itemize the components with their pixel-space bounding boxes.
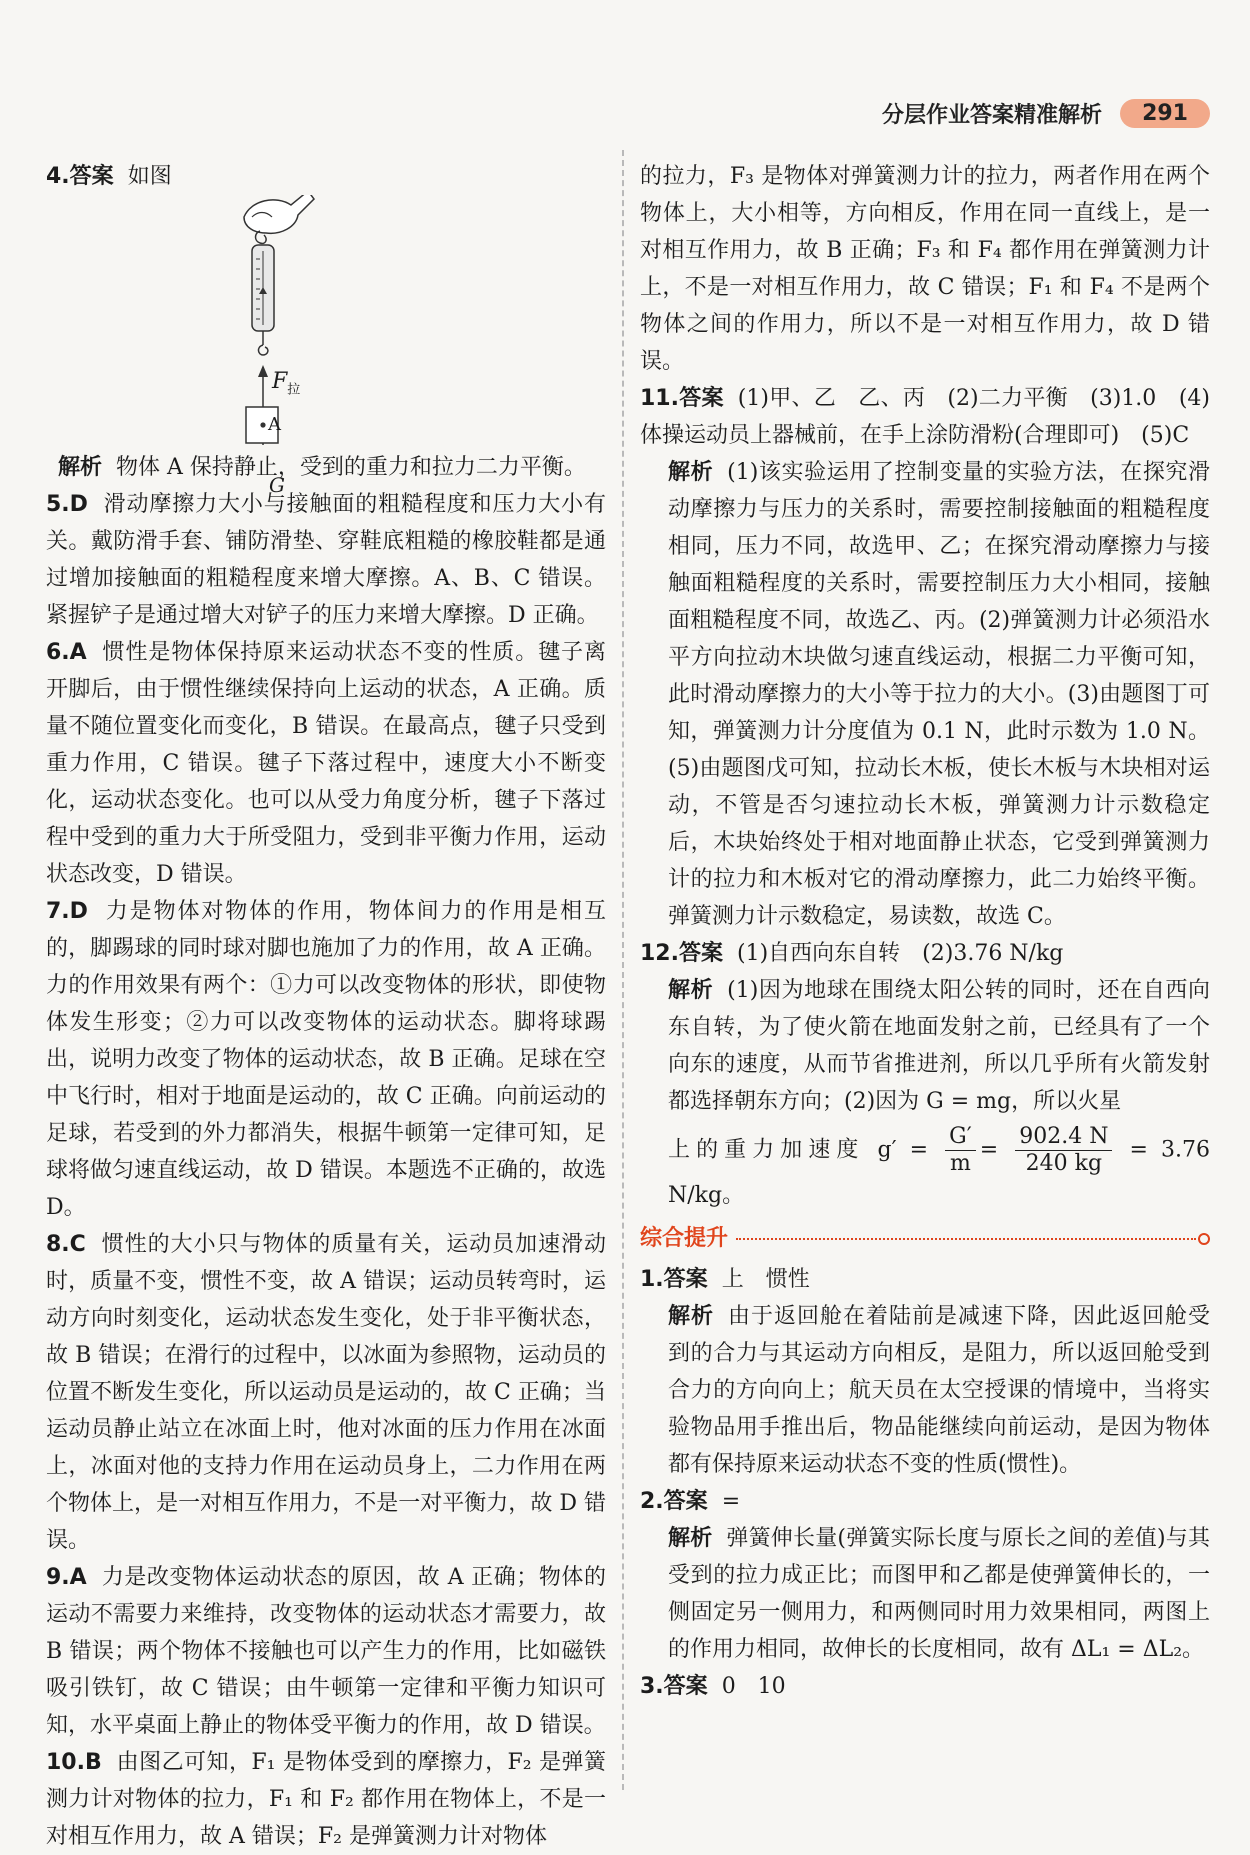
fraction-values: $\frac{902.4 N}{240 kg}$ [1015, 1124, 1112, 1177]
force-label: $F_拉$ [272, 369, 301, 398]
question-number: 9.A [46, 1565, 87, 1590]
section-title: 综合提升 [640, 1226, 729, 1251]
question-8 [46, 1226, 606, 1559]
answer-tag: 答案 [663, 1489, 708, 1514]
spring-scale-diagram [46, 195, 606, 445]
question-number: 12. [640, 941, 679, 966]
answer-text: (1)自西向东自转 (2)3.76 N/kg [737, 941, 1064, 966]
section-question-3 [640, 1668, 1210, 1705]
answer-tag: 答案 [663, 1674, 708, 1699]
question-6 [46, 634, 606, 893]
answer-tag: 答案 [678, 941, 723, 966]
analysis-text: 由图乙可知，F₁ 是物体受到的摩擦力，F₂ 是弹簧测力计对物体的拉力，F₁ 和 F₂ 都作用在物体上，不是一对相互作用力，故 A 错误；F₂ 是弹簧测力计对物体 [46, 1750, 606, 1849]
question-7 [46, 893, 606, 1226]
answer-tag: 答案 [678, 386, 724, 411]
left-column [46, 158, 606, 1855]
analysis-text: 滑动摩擦力大小与接触面的粗糙程度和压力大小有关。戴防滑手套、铺防滑垫、穿鞋底粗糙的橡胶鞋都是通过增加接触面的粗糙程度来增大摩擦。A、B、C 错误。紧握铲子是通过增大对铲子的压力来增大摩擦。D 正确。 [46, 492, 606, 628]
answer-text: (1)甲、乙 乙、丙 (2)二力平衡 (3)1.0 (4)体操运动员上器械前，在手上涂防滑粉(合理即可) (5)C [640, 386, 1210, 448]
circle-end-icon [1198, 1233, 1210, 1245]
question-10-continued: 的拉力，F₃ 是物体对弹簧测力计的拉力，两者作用在两个物体上，大小相等，方向相反，作用在同一直线上，是一对相互作用力，故 B 正确；F₃ 和 F₄ 都作用在弹簧测力计上，不是一对相互作用力，故 C 错误；F₁ 和 F₄ 不是两个物体之间的作用力，所以不是一对相互作用力，故 D 错误。 [640, 164, 1210, 374]
question-5 [46, 486, 606, 634]
question-11 [640, 380, 1210, 935]
analysis-tag: 解析 [668, 460, 714, 485]
question-number: 11. [640, 386, 679, 411]
analysis-text: (1)因为地球在围绕太阳公转的同时，还在自西向东自转，为了使火箭在地面发射之前，已经具有了一个向东的速度，从而节省推进剂，所以几乎所有火箭发射都选择朝东方向；(2)因为 G = mg，所以火星 [668, 978, 1210, 1114]
right-column [640, 158, 1210, 1705]
question-number: 5.D [46, 492, 88, 517]
question-10 [46, 1744, 606, 1855]
page-header [882, 98, 1210, 129]
analysis-text: 物体 A 保持静止，受到的重力和拉力二力平衡。 [116, 455, 586, 480]
analysis-text: 力是改变物体运动状态的原因，故 A 正确；物体的运动不需要力来维持，改变物体的运动状态才需要力，故 B 错误；两个物体不接触也可以产生力的作用，比如磁铁吸引铁钉，故 C 错误；由牛顿第一定律和平衡力知识可知，水平桌面上静止的物体受平衡力的作用，故 D 错误。 [46, 1565, 606, 1738]
page-number-badge: 291 [1120, 99, 1210, 128]
answer-text: 如图 [127, 164, 172, 189]
analysis-tag: 解析 [668, 1304, 714, 1329]
analysis-text: 惯性是物体保持原来运动状态不变的性质。毽子离开脚后，由于惯性继续保持向上运动的状态，A 正确。质量不随位置变化而变化，B 错误。在最高点，毽子只受到重力作用，C 错误。毽子下落过程中，速度大小不断变化，运动状态变化。也可以从受力角度分析，毽子下落过程中受到的重力大于所受阻力，受到非平衡力作用，运动状态改变，D 错误。 [46, 640, 606, 887]
section-question-1 [640, 1261, 1210, 1483]
gravity-formula: 上的重力加速度 g′ = $\frac{G'}{m}$ = $\frac{902.4 N}{240 kg}$ = 3.76 N/kg。 [668, 1124, 1210, 1208]
spring-scale-figure [46, 195, 606, 445]
question-number: 4. [46, 164, 70, 189]
question-number: 3. [640, 1674, 664, 1699]
header-title: 分层作业答案精准解析 [882, 103, 1103, 128]
answer-tag: 答案 [663, 1267, 708, 1292]
question-number: 7.D [46, 899, 88, 924]
gravity-label: G [269, 473, 285, 497]
block-label: A [268, 414, 281, 435]
question-9 [46, 1559, 606, 1744]
section-question-2 [640, 1483, 1210, 1668]
question-number: 1. [640, 1267, 664, 1292]
analysis-tag: 解析 [58, 455, 103, 480]
section-header [640, 1220, 1210, 1257]
analysis-text: 弹簧伸长量(弹簧实际长度与原长之间的差值)与其受到的拉力成正比；而图甲和乙都是使弹簧伸长的，一侧固定另一侧用力，和两侧同时用力效果相同，两图上的作用力相同，故伸长的长度相同，故有 ΔL₁ = ΔL₂。 [668, 1526, 1210, 1662]
analysis-text: 惯性的大小只与物体的质量有关，运动员加速滑动时，质量不变，惯性不变，故 A 错误；运动员转弯时，运动方向时刻变化，运动状态发生变化，处于非平衡状态，故 B 错误；在滑行的过程中，以冰面为参照物，运动员的位置不断发生变化，所以运动员是运动的，故 C 正确；当运动员静止站立在冰面上时，他对冰面的压力作用在冰面上，冰面对他的支持力作用在运动员身上，二力作用在两个物体上，是一对相互作用力，不是一对平衡力，故 D 错误。 [46, 1232, 606, 1553]
fraction-g-over-m: $\frac{G'}{m}$ [945, 1124, 976, 1177]
question-number: 6.A [46, 640, 87, 665]
answer-text: 上 惯性 [721, 1267, 810, 1292]
answer-text: 0 10 [721, 1674, 786, 1699]
analysis-text: 力是物体对物体的作用，物体间力的作用是相互的，脚踢球的同时球对脚也施加了力的作用，故 A 正确。力的作用效果有两个：①力可以改变物体的形状，即使物体发生形变；②力可以改变物体的运动状态。脚将球踢出，说明力改变了物体的运动状态，故 B 正确。足球在空中飞行时，相对于地面是运动的，故 C 正确。向前运动的足球，若受到的外力都消失，根据牛顿第一定律可知，足球将做匀速直线运动，故 D 错误。本题选不正确的，故选 D。 [46, 899, 606, 1220]
question-number: 8.C [46, 1232, 86, 1257]
column-divider [622, 150, 624, 1790]
question-4 [46, 158, 606, 497]
analysis-text: (1)该实验运用了控制变量的实验方法，在探究滑动摩擦力与压力的关系时，需要控制接触面的粗糙程度相同，压力不同，故选甲、乙；在探究滑动摩擦力与接触面粗糙程度的关系时，需要控制压力大小相同，接触面粗糙程度不同，故选乙、丙。(2)弹簧测力计必须沿水平方向拉动木块做匀速直线运动，根据二力平衡可知，此时滑动摩擦力的大小等于拉力的大小。(3)由题图丁可知，弹簧测力计分度值为 0.1 N，此时示数为 1.0 N。(5)由题图戊可知，拉动长木板，使长木板与木块相对运动，不管是否匀速拉动长木板，弹簧测力计示数稳定后，木块始终处于相对地面静止状态，它受到弹簧测力计的拉力和木板对它的滑动摩擦力，此二力始终平衡。弹簧测力计示数稳定，易读数，故选 C。 [668, 460, 1210, 929]
answer-tag: 答案 [69, 164, 114, 189]
analysis-tag: 解析 [668, 978, 714, 1003]
analysis-text: 由于返回舱在着陆前是减速下降，因此返回舱受到的合力与其运动方向相反，是阻力，所以返回舱受到合力的方向向上；航天员在太空授课的情境中，当将实验物品用手推出后，物品能继续向前运动，是因为物体都有保持原来运动状态不变的性质(惯性)。 [668, 1304, 1210, 1477]
question-number: 2. [640, 1489, 664, 1514]
answer-text: = [721, 1489, 741, 1514]
question-12 [640, 935, 1210, 1214]
analysis-tag: 解析 [668, 1526, 713, 1551]
section-divider-line [736, 1238, 1196, 1240]
question-number: 10.B [46, 1750, 102, 1775]
